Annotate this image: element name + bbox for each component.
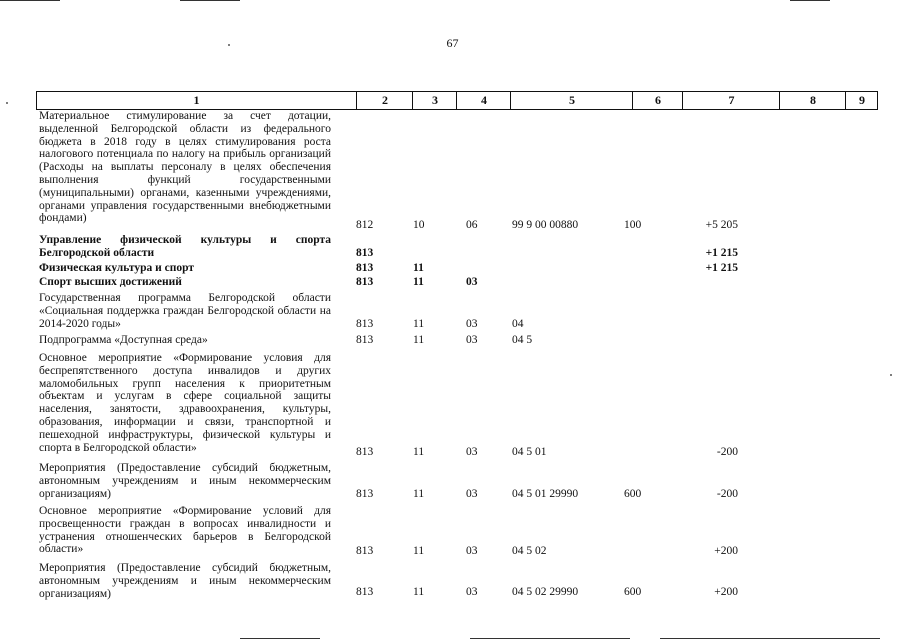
- header-col-6: 6: [632, 92, 683, 109]
- row-cell-c4: 03: [466, 334, 478, 346]
- row-cell-c2: 813: [356, 276, 374, 288]
- row-cell-c2: 813: [356, 586, 374, 598]
- row-cell-c3: 11: [413, 545, 425, 557]
- row-cell-c5: 04: [512, 318, 524, 330]
- row-description: Спорт высших достижений: [39, 276, 182, 288]
- row-description: Основное мероприятие «Формирование условий для просвещенности граждан в вопросах инвалидности и устранения отношенческих барьеров в Белгородской области»: [39, 505, 331, 556]
- row-cell-c5: 04 5: [512, 334, 533, 346]
- row-description: Государственная программа Белгородской области «Социальная поддержка граждан Белгородской области на 2014-2020 годы»: [39, 292, 331, 330]
- row-cell-c7: +200: [714, 545, 738, 557]
- row-cell-c3: 11: [413, 262, 424, 274]
- row-cell-c5: 99 9 00 00880: [512, 219, 579, 231]
- scan-line-bottom-2: [470, 638, 630, 639]
- scan-speck: [890, 374, 892, 376]
- row-cell-c7: +1 215: [705, 262, 738, 274]
- table-header: [36, 91, 878, 110]
- row-cell-c6: 600: [624, 586, 642, 598]
- row-cell-c4: 03: [466, 488, 478, 500]
- row-cell-c6: 100: [624, 219, 642, 231]
- row-description: Основное мероприятие «Формирование условия для беспрепятственного доступа инвалидов и других маломобильных групп населения к приоритетным объектам и услугам в сфере социальной защиты населения, занятости, здравоохранения, культуры, образования, информации и связи, транспортной и пешеходной инфраструктуры, физической культуры и спорта в Белгородской области»: [39, 352, 331, 454]
- row-description: Управление физической культуры и спорта Белгородской области: [39, 234, 331, 259]
- scan-line-bottom-3: [660, 638, 880, 639]
- scan-speck: [6, 102, 8, 104]
- row-description: Материальное стимулирование за счет дотации, выделенной Белгородской области из федерального бюджета в 2018 году в целях стимулирования роста налогового потенциала по налогу на прибыль организаций (Расходы на выплаты персоналу в целях обеспечения выполнения функций государственными (муниципальными) органами, казенными учреждениями, органами управления государственными внебюджетными фондами): [39, 110, 331, 225]
- row-cell-c5: 04 5 01: [512, 446, 547, 458]
- scan-line-top-right: [790, 0, 830, 1]
- header-col-2: 2: [356, 92, 413, 109]
- row-cell-c3: 11: [413, 586, 425, 598]
- row-cell-c7: -200: [716, 446, 738, 458]
- row-cell-c4: 03: [466, 318, 478, 330]
- row-cell-c7: +200: [714, 586, 738, 598]
- row-cell-c4: 03: [466, 586, 478, 598]
- row-cell-c2: 813: [356, 545, 374, 557]
- header-col-8: 8: [779, 92, 846, 109]
- row-cell-c3: 11: [413, 276, 424, 288]
- row-cell-c5: 04 5 01 29990: [512, 488, 579, 500]
- row-cell-c2: 813: [356, 334, 374, 346]
- row-cell-c3: 11: [413, 488, 425, 500]
- page-number: 67: [446, 36, 459, 50]
- row-cell-c2: 813: [356, 247, 374, 259]
- row-cell-c2: 813: [356, 488, 374, 500]
- row-cell-c6: 600: [624, 488, 642, 500]
- row-cell-c7: +5 205: [705, 219, 738, 231]
- row-description: Мероприятия (Предоставление субсидий бюджетным, автономным учреждениям и иным некоммерческим организациям): [39, 562, 331, 600]
- row-cell-c4: 06: [466, 219, 478, 231]
- scan-line-top-mid: [180, 0, 240, 1]
- row-cell-c3: 11: [413, 446, 425, 458]
- row-cell-c3: 11: [413, 318, 425, 330]
- row-cell-c4: 03: [466, 545, 478, 557]
- scan-line-bottom-1: [240, 638, 320, 639]
- row-cell-c7: +1 215: [705, 247, 738, 259]
- row-cell-c3: 11: [413, 334, 425, 346]
- row-description: Подпрограмма «Доступная среда»: [39, 334, 208, 346]
- row-cell-c4: 03: [466, 276, 478, 288]
- scan-line-top: [0, 0, 60, 1]
- header-col-3: 3: [412, 92, 457, 109]
- header-col-7: 7: [682, 92, 780, 109]
- header-col-9: 9: [845, 92, 878, 109]
- row-cell-c3: 10: [413, 219, 425, 231]
- row-cell-c2: 813: [356, 262, 374, 274]
- header-col-4: 4: [456, 92, 511, 109]
- header-col-5: 5: [510, 92, 633, 109]
- row-cell-c5: 04 5 02: [512, 545, 547, 557]
- row-description: Физическая культура и спорт: [39, 262, 195, 274]
- scan-speck: [228, 44, 230, 46]
- row-cell-c2: 813: [356, 318, 374, 330]
- row-cell-c2: 813: [356, 446, 374, 458]
- row-cell-c5: 04 5 02 29990: [512, 586, 579, 598]
- header-col-1: 1: [193, 93, 200, 107]
- row-cell-c7: -200: [716, 488, 738, 500]
- row-description: Мероприятия (Предоставление субсидий бюджетным, автономным учреждениям и иным некоммерческим организациям): [39, 462, 331, 500]
- row-cell-c4: 03: [466, 446, 478, 458]
- row-cell-c2: 812: [356, 219, 374, 231]
